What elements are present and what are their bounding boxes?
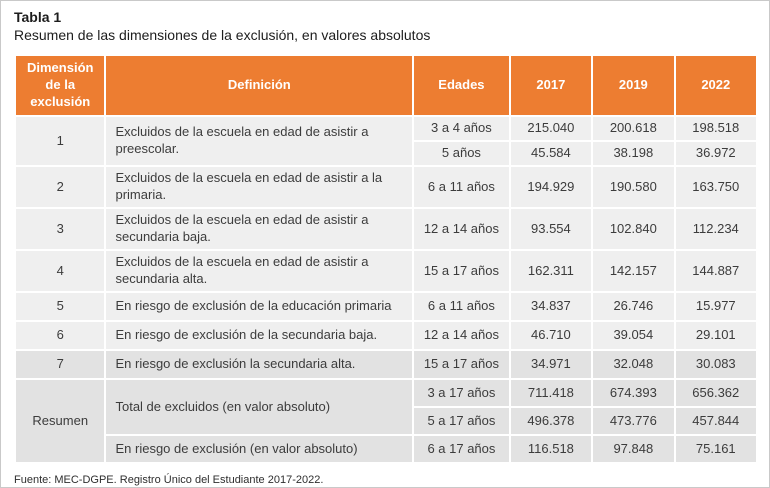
table-row [16, 117, 756, 140]
cell-2019: 26.746 [593, 293, 673, 320]
cell-definition: En riesgo de exclusión la secundaria alta. [106, 351, 412, 378]
cell-2019: 142.157 [593, 251, 673, 291]
cell-2017: 496.378 [511, 408, 591, 434]
cell-edades: 6 a 11 años [414, 167, 509, 207]
cell-2022: 163.750 [676, 167, 756, 207]
cell-dimension: Resumen [16, 380, 104, 462]
cell-definition: En riesgo de exclusión (en valor absoluto) [106, 436, 412, 462]
table-row [16, 322, 756, 349]
cell-2017: 45.584 [511, 142, 591, 165]
table-row [16, 251, 756, 291]
cell-edades: 3 a 4 años [414, 117, 509, 140]
cell-dimension: 6 [16, 322, 104, 349]
source-note: Fuente: MEC-DGPE. Registro Único del Estudiante 2017-2022. [14, 474, 324, 487]
cell-definition: Excluidos de la escuela en edad de asistir a la primaria. [106, 167, 412, 207]
table-row [16, 351, 756, 378]
cell-dimension: 3 [16, 209, 104, 249]
header-edades: Edades [414, 56, 509, 115]
header-2022: 2022 [676, 56, 756, 115]
cell-definition: Total de excluidos (en valor absoluto) [106, 380, 412, 434]
cell-dimension: 5 [16, 293, 104, 320]
cell-2019: 38.198 [593, 142, 673, 165]
cell-2017: 46.710 [511, 322, 591, 349]
cell-2022: 30.083 [676, 351, 756, 378]
cell-edades: 12 a 14 años [414, 322, 509, 349]
cell-definition: Excluidos de la escuela en edad de asistir a secundaria baja. [106, 209, 412, 249]
header-definicion: Definición [106, 56, 412, 115]
cell-2022: 36.972 [676, 142, 756, 165]
cell-definition: Excluidos de la escuela en edad de asistir a preescolar. [106, 117, 412, 165]
cell-edades: 15 a 17 años [414, 351, 509, 378]
cell-2017: 34.837 [511, 293, 591, 320]
cell-definition: En riesgo de exclusión de la educación primaria [106, 293, 412, 320]
cell-2019: 97.848 [593, 436, 673, 462]
cell-2017: 34.971 [511, 351, 591, 378]
table-row [16, 209, 756, 249]
cell-2022: 75.161 [676, 436, 756, 462]
cell-dimension: 7 [16, 351, 104, 378]
header-2019: 2019 [593, 56, 673, 115]
table-row [16, 293, 756, 320]
cell-2017: 116.518 [511, 436, 591, 462]
cell-2017: 711.418 [511, 380, 591, 406]
cell-2017: 194.929 [511, 167, 591, 207]
cell-2022: 112.234 [676, 209, 756, 249]
cell-definition: En riesgo de exclusión de la secundaria baja. [106, 322, 412, 349]
cell-2022: 457.844 [676, 408, 756, 434]
cell-edades: 15 a 17 años [414, 251, 509, 291]
cell-2019: 32.048 [593, 351, 673, 378]
table-row [16, 380, 756, 406]
header-2017: 2017 [511, 56, 591, 115]
cell-2019: 200.618 [593, 117, 673, 140]
table-subtitle: Resumen de las dimensiones de la exclusión, en valores absolutos [14, 27, 431, 44]
cell-2019: 39.054 [593, 322, 673, 349]
cell-edades: 3 a 17 años [414, 380, 509, 406]
cell-2019: 473.776 [593, 408, 673, 434]
cell-edades: 12 a 14 años [414, 209, 509, 249]
cell-edades: 6 a 11 años [414, 293, 509, 320]
cell-2017: 162.311 [511, 251, 591, 291]
cell-2022: 656.362 [676, 380, 756, 406]
cell-2017: 215.040 [511, 117, 591, 140]
header-dimension: Dimensión de la exclusión [16, 56, 104, 115]
data-table [14, 54, 758, 464]
cell-definition: Excluidos de la escuela en edad de asistir a secundaria alta. [106, 251, 412, 291]
cell-dimension: 4 [16, 251, 104, 291]
cell-2019: 102.840 [593, 209, 673, 249]
cell-dimension: 1 [16, 117, 104, 165]
cell-edades: 6 a 17 años [414, 436, 509, 462]
cell-edades: 5 a 17 años [414, 408, 509, 434]
table-row [16, 436, 756, 462]
cell-2022: 15.977 [676, 293, 756, 320]
cell-edades: 5 años [414, 142, 509, 165]
table-title: Tabla 1 [14, 9, 62, 25]
cell-2019: 674.393 [593, 380, 673, 406]
cell-2022: 144.887 [676, 251, 756, 291]
cell-dimension: 2 [16, 167, 104, 207]
cell-2019: 190.580 [593, 167, 673, 207]
cell-2017: 93.554 [511, 209, 591, 249]
cell-2022: 29.101 [676, 322, 756, 349]
table-row [16, 167, 756, 207]
table-header-row [16, 56, 756, 115]
cell-2022: 198.518 [676, 117, 756, 140]
